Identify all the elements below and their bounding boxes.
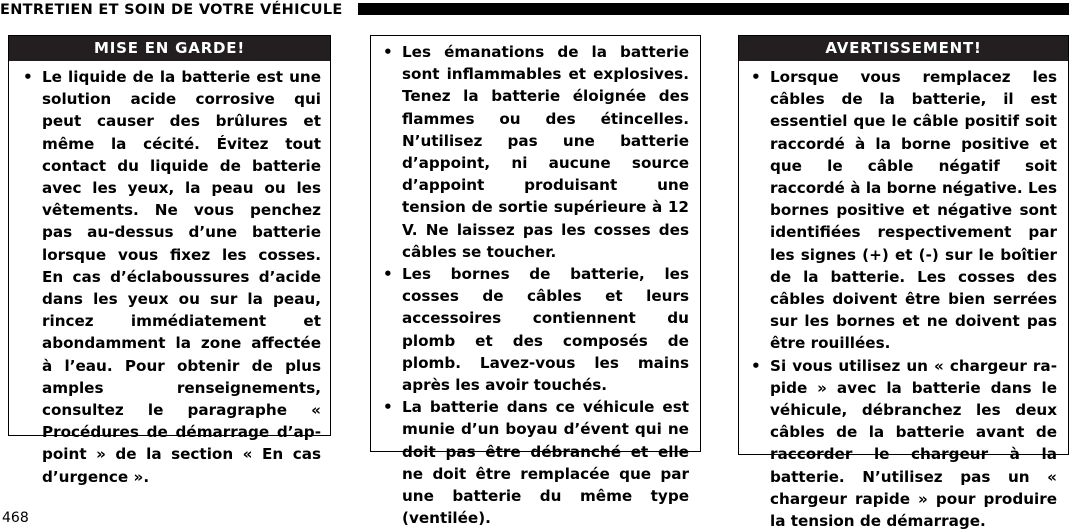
warning-box-title: AVERTISSEMENT! xyxy=(739,36,1068,61)
bullet-icon: • xyxy=(23,68,33,86)
page-header xyxy=(0,0,1069,20)
bullet-icon: • xyxy=(383,265,393,284)
list-item xyxy=(383,263,689,396)
section-title: ENTRETIEN ET SOIN DE VOTRE VÉHICULE xyxy=(0,2,343,18)
bullet-list xyxy=(751,66,1057,532)
page-number: 468 xyxy=(2,510,29,526)
warning-box-continued xyxy=(370,35,701,528)
list-item xyxy=(751,66,1057,355)
bullet-icon: • xyxy=(751,68,761,86)
header-rule xyxy=(358,3,1069,15)
list-item-text: Les bornes de batterie, les cosses de câbles et leurs accessoires contiennent du plomb et des composés de plomb. Lavez-vous les mains après les avoir touchés. xyxy=(402,265,689,395)
list-item-text: La batterie dans ce véhicule est munie d’un boyau d’évent qui ne doit pas être débranché et elle ne doit être remplacée que par une batterie du même type (ventilée). xyxy=(402,398,689,528)
bullet-list xyxy=(23,66,321,488)
list-item xyxy=(383,396,689,529)
warning-box-body xyxy=(383,41,689,529)
list-item-text: Les émanations de la batterie sont inflammables et explosives. Tenez la batterie éloignée des flammes ou des étincelles. N’utilisez pas une batterie d’appoint, ni aucune source d’appoint produisant une tension de sortie supérieure à 12 V. Ne laissez pas les cosses des câbles se toucher. xyxy=(402,43,689,261)
bullet-list xyxy=(383,41,689,529)
bullet-icon: • xyxy=(383,398,393,417)
list-item xyxy=(751,355,1057,532)
list-item xyxy=(23,66,321,488)
list-item-text: Le liquide de la batterie est une solution acide corrosive qui peut causer des brûlures et même la cécité. Évitez tout contact du liquide de batterie avec les yeux, la peau ou les vêtements. Ne vous penchez pas au-dessus d’une batterie lorsque vous fixez les cosses. En cas d’éclaboussures d’acide dans les yeux ou sur la peau, rincez immédiatement et abondamment la zone affectée à l’eau. Pour obtenir de plus amples renseignements, consultez le paragraphe « Procédures de démarrage d’appoint » de la section « En cas d’urgence ». xyxy=(42,68,321,486)
bullet-icon: • xyxy=(751,356,761,375)
warning-box-body xyxy=(23,66,321,488)
warning-box-title: MISE EN GARDE! xyxy=(9,36,330,61)
warning-box-mise-en-garde xyxy=(8,35,331,486)
bullet-icon: • xyxy=(383,43,393,61)
list-item-text: Lorsque vous remplacez les câbles de la batterie, il est essentiel que le câble positif soit raccordé à la borne positive et que le câble négatif soit raccordé à la borne négative. Les bornes positive et négative sont identifiées respectivement par les signes (+) et (-) sur le boîtier de la batterie. Les cosses des câbles doivent être bien serrées sur les bornes et ne doivent pas être rouillées. xyxy=(770,68,1057,353)
list-item-text: Si vous utilisez un « chargeur rapide » avec la batterie dans le véhicule, débranchez les deux câbles de la batterie avant de raccorder le chargeur à la batterie. N’utilisez pas un « chargeur rapide » pour produire la tension de démarrage. xyxy=(770,356,1057,531)
warning-box-body xyxy=(751,66,1057,532)
list-item xyxy=(383,41,689,263)
warning-box-avertissement xyxy=(738,35,1069,531)
